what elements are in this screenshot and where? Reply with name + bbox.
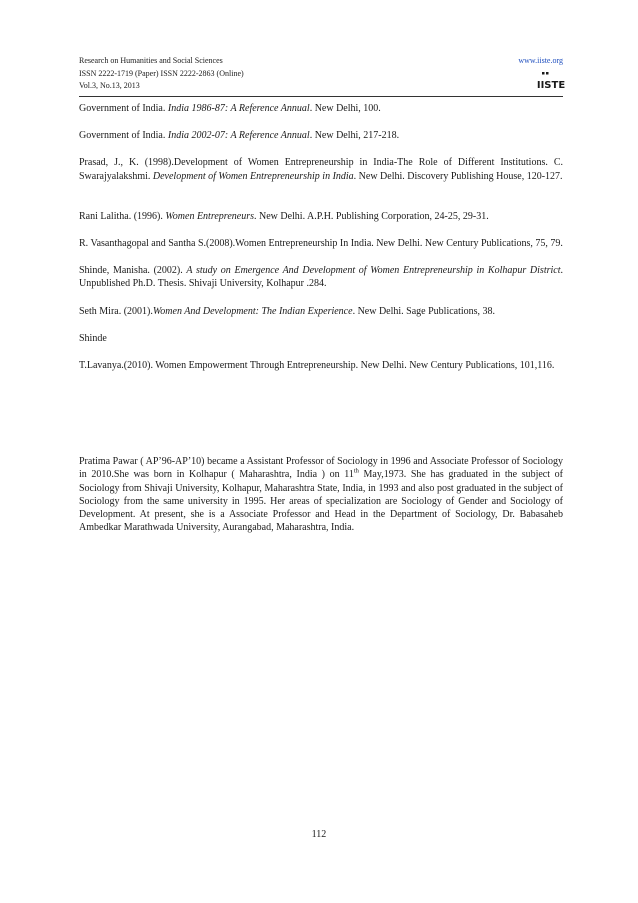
volume-line: Vol.3, No.13, 2013 [79,81,140,90]
reference-item: R. Vasanthagopal and Santha S.(2008).Women Entrepreneurship In India. New Delhi. New Century Publications, 75, 79. [79,238,563,250]
reference-item: Government of India. India 2002-07: A Reference Annual. New Delhi, 217-218. [79,130,400,142]
page-header [79,55,566,93]
main-content [79,100,563,534]
reference-item: Shinde, Manisha. (2002). A study on Emergence And Development of Women Entrepreneurship in Kolhapur District. Unpublished Ph.D. Thesis. Shivaji University, Kolhapur .284. [79,265,563,290]
journal-url-link[interactable]: www.iiste.org [518,56,563,65]
iiste-logo-icon [536,71,566,91]
reference-item: Shinde [79,332,107,344]
reference-item: Seth Mira. (2001).Women And Development: The Indian Experience. New Delhi. Sage Publications, 38. [79,305,496,317]
reference-item: T.Lavanya.(2010). Women Empowerment Through Entrepreneurship. New Delhi. New Century Publications, 101,116. [79,360,555,372]
header-divider [79,96,563,97]
author-bio: Pratima Pawar ( AP’96-AP’10) became a Assistant Professor of Sociology in 1996 and Associate Professor of Sociology in 2010.She was born in Kolhapur ( Maharashtra, India ) on 11th May,1973. She has graduated in the subject of Sociology from Shivaji University, Kolhapur, Maharashtra State, India, in 1993 and also post graduated in the subject of Sociology from the same university in 1995. Her areas of specialization are Sociology of Gender and Sociology of Development. At present, she is a Associate Professor and Head in the Department of Sociology, Dr. Babasaheb Ambedkar Marathwada University, Aurangabad, Maharashtra, India. [79,456,563,534]
issn-line: ISSN 2222-1719 (Paper) ISSN 2222-2863 (Online) [79,68,244,78]
reference-item: Rani Lalitha. (1996). Women Entrepreneurs. New Delhi. A.P.H. Publishing Corporation, 24-25, 29-31. [79,210,489,222]
svg-text:IISTE: IISTE [536,80,566,91]
journal-name: Research on Humanities and Social Sciences [79,56,223,65]
journal-info [79,55,566,93]
reference-item: Government of India. India 1986-87: A Reference Annual. New Delhi, 100. [79,103,381,114]
reference-item: Prasad, J., K. (1998).Development of Women Entrepreneurship in India-The Role of Different Institutions. C. Swarajyalakshmi. Development of Women Entrepreneurship in India. New Delhi. Discovery Publishing House, 120-127. [79,157,563,182]
page-number: 112 [311,829,327,840]
